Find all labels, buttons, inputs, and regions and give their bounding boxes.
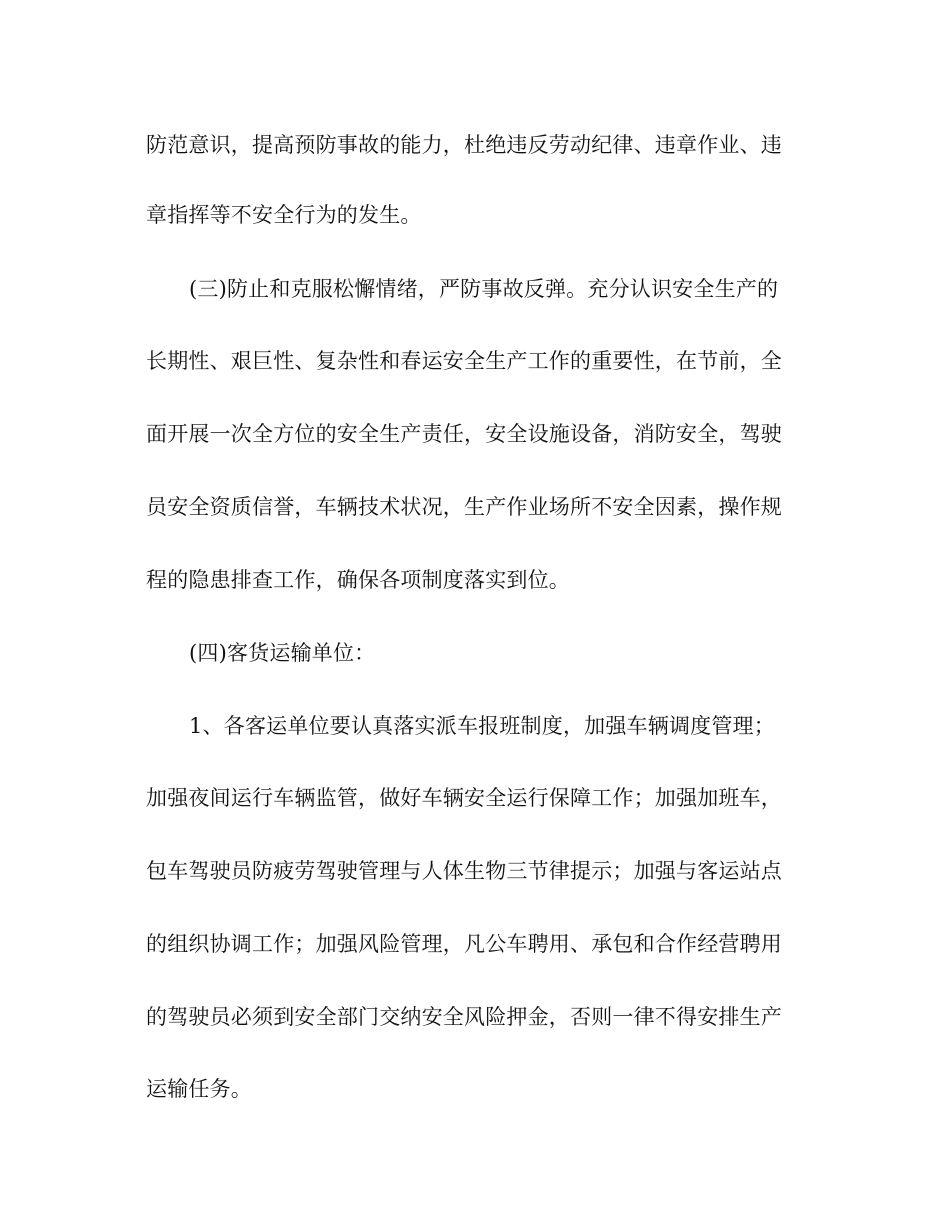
paragraph-line: 1、各客运单位要认真落实派车报班制度，加强车辆调度管理； — [189, 714, 775, 738]
paragraph-line: 的组织协调工作；加强风险管理，凡公车聘用、承包和合作经营聘用 — [146, 932, 782, 956]
paragraph-line: 程的隐患排查工作，确保各项制度落实到位。 — [146, 568, 570, 592]
paragraph-line: 面开展一次全方位的安全生产责任，安全设施设备，消防安全，驾驶 — [146, 422, 782, 446]
paragraph-line: 包车驾驶员防疲劳驾驶管理与人体生物三节律提示；加强与客运站点 — [146, 859, 782, 883]
paragraph-line: 加强夜间运行车辆监管，做好车辆安全运行保障工作；加强加班车， — [146, 786, 782, 810]
paragraph-line: (四)客货运输单位： — [189, 641, 376, 665]
paragraph-line: 运输任务。 — [146, 1077, 252, 1101]
paragraph-line: 章指挥等不安全行为的发生。 — [146, 203, 422, 227]
paragraph-line: 防范意识，提高预防事故的能力，杜绝违反劳动纪律、违章作业、违 — [146, 133, 782, 157]
paragraph-line: 的驾驶员必须到安全部门交纳安全风险押金，否则一律不得安排生产 — [146, 1005, 782, 1029]
paragraph-line: 员安全资质信誉，车辆技术状况，生产作业场所不安全因素，操作规 — [146, 495, 782, 519]
paragraph-line: (三)防止和克服松懈情绪，严防事故反弹。充分认识安全生产的 — [189, 277, 779, 301]
paragraph-line: 长期性、艰巨性、复杂性和春运安全生产工作的重要性，在节前，全 — [146, 349, 782, 373]
